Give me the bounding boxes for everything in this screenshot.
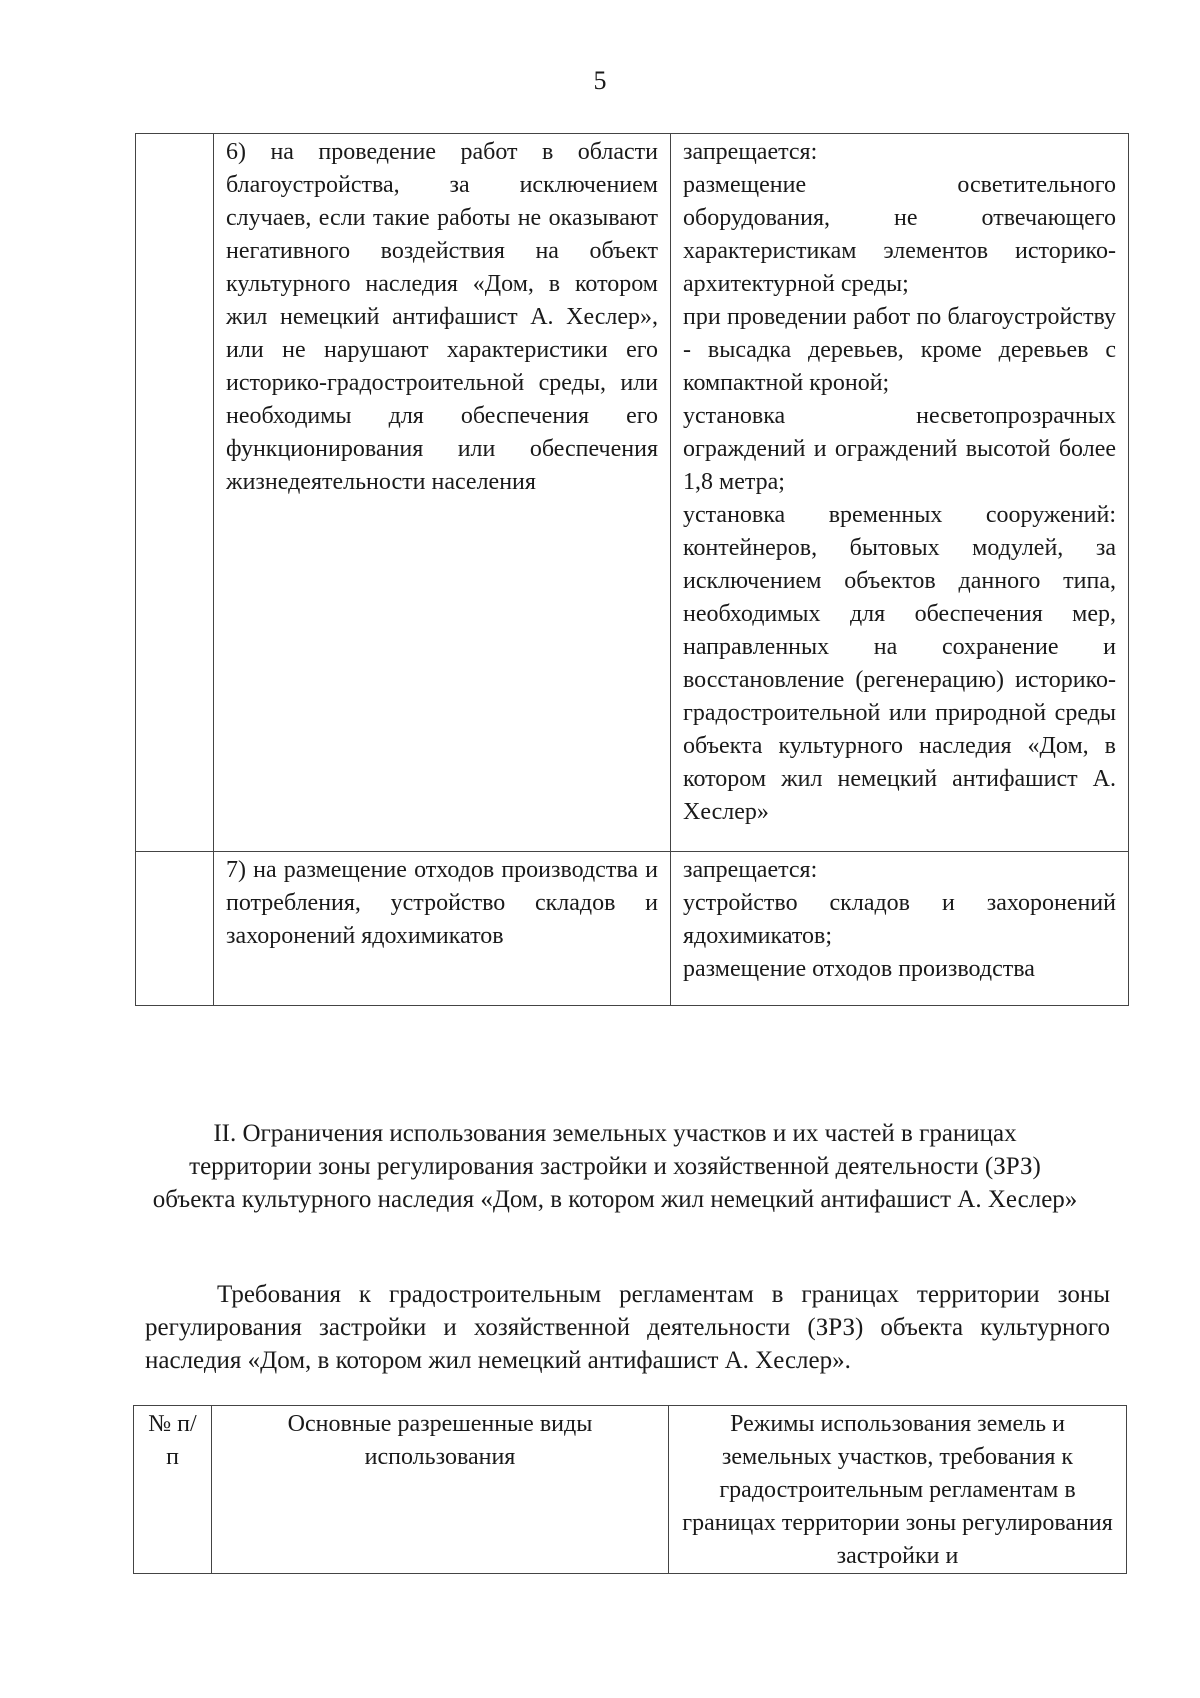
zrz-requirements-table bbox=[133, 1405, 1127, 1574]
regime-line: при проведении работ по благоустройству - высадка деревьев, кроме деревьев с компактной кроной; bbox=[683, 304, 1116, 396]
header-number: № п/п bbox=[134, 1406, 212, 1574]
intro-paragraph: Требования к градостроительным регламентам в границах территории зоны регулирования застройки и хозяйственной деятельности (ЗРЗ) объекта культурного наследия «Дом, в котором жил немецкий антифашист А. Хеслер». bbox=[145, 1281, 1110, 1374]
regime-line: установка несветопрозрачных ограждений и ограждений высотой более 1,8 метра; bbox=[683, 403, 1116, 495]
regime-line: установка временных сооружений: контейнеров, бытовых модулей, за исключением объектов данного типа, необходимых для обеспечения мер, направленных на сохранение и восстановление (регенерацию) историко-градостроительной или природной среды объекта культурного наследия «Дом, в котором жил немецкий антифашист А. Хеслер» bbox=[683, 502, 1116, 825]
activity-cell: 6) на проведение работ в области благоустройства, за исключением случаев, если такие работы не оказывают негативного воздействия на объект культурного наследия «Дом, в котором жил немецкий антифашист А. Хеслер», или не нарушают характеристики его историко-градостроительной среды, или необходимы для обеспечения его функционирования или обеспечения жизнедеятельности населения bbox=[214, 134, 671, 852]
header-regimes: Режимы использования земель и земельных участков, требования к градостроительным регламентам в границах территории зоны регулирования застройки и bbox=[669, 1406, 1127, 1574]
table-row bbox=[136, 852, 1129, 1006]
table-header-row bbox=[134, 1406, 1127, 1574]
activity-cell: 7) на размещение отходов производства и потребления, устройство складов и захоронений ядохимикатов bbox=[214, 852, 671, 1006]
regime-line: устройство складов и захоронений ядохимикатов; bbox=[683, 890, 1116, 949]
regime-line: запрещается: bbox=[683, 857, 818, 883]
row-number-cell bbox=[136, 852, 214, 1006]
regime-line: размещение осветительного оборудования, не отвечающего характеристикам элементов историко-архитектурной среды; bbox=[683, 172, 1116, 297]
regime-cell bbox=[671, 852, 1129, 1006]
table-row bbox=[136, 134, 1129, 852]
header-uses: Основные разрешенные виды использования bbox=[212, 1406, 669, 1574]
regime-line: размещение отходов производства bbox=[683, 956, 1035, 982]
regime-cell bbox=[671, 134, 1129, 852]
page-number: 5 bbox=[593, 66, 607, 95]
restrictions-table-continued bbox=[135, 133, 1129, 1006]
row-number-cell bbox=[136, 134, 214, 852]
regime-line: запрещается: bbox=[683, 139, 818, 165]
section-heading: II. Ограничения использования земельных участков и их частей в границах территории зоны регулирования застройки и хозяйственной деятельности (ЗРЗ) объекта культурного наследия «Дом, в котором жил немецкий антифашист А. Хеслер» bbox=[152, 1120, 1078, 1213]
